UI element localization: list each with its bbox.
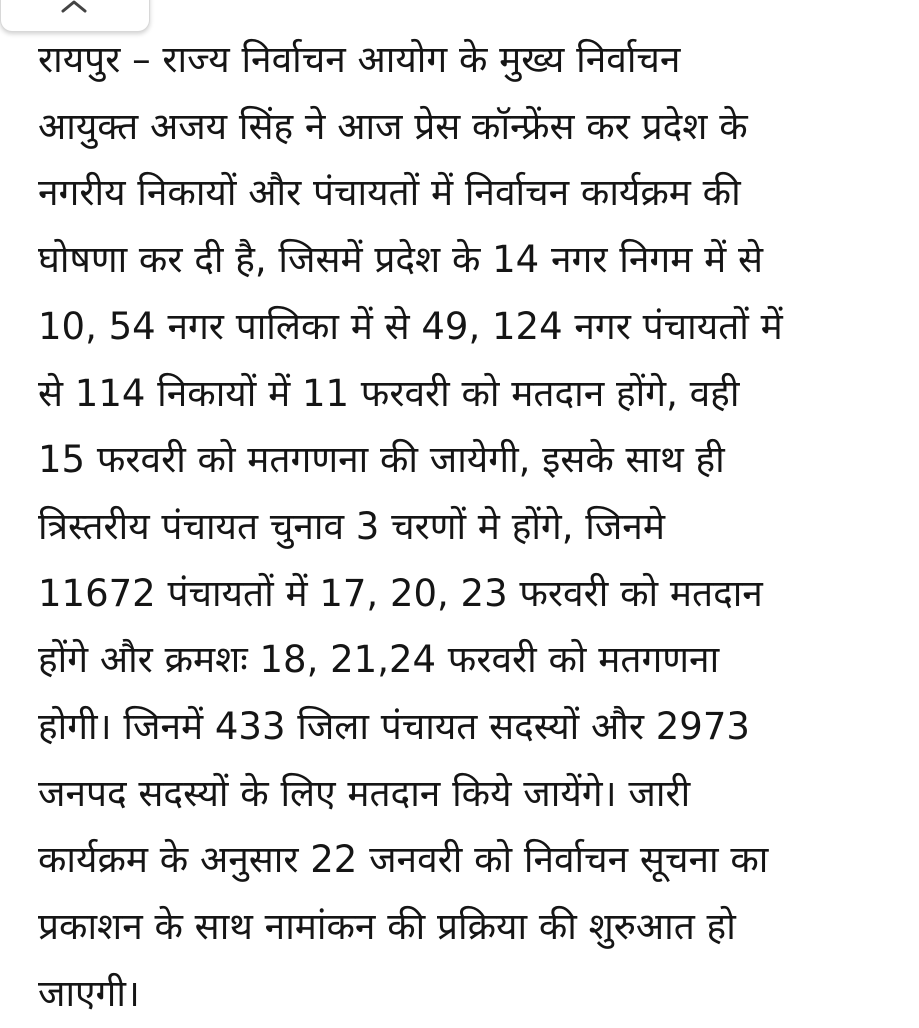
article-line: कार्यक्रम के अनुसार 22 जनवरी को निर्वाचन सूचना का — [38, 838, 769, 882]
chevron-up-icon — [59, 0, 89, 13]
article-body — [38, 27, 900, 1028]
article-line: होगी। जिनमें 433 जिला पंचायत सदस्यों और 2973 — [38, 705, 750, 749]
article-line: त्रिस्तरीय पंचायत चुनाव 3 चरणों मे होंगे, जिनमे — [38, 504, 665, 548]
article-line: जाएगी। — [38, 971, 140, 1015]
article-line: नगरीय निकायों और पंचायतों में निर्वाचन कार्यक्रम की — [38, 171, 741, 215]
article-line: 15 फरवरी को मतगणना की जायेगी, इसके साथ ही — [38, 438, 725, 482]
article-line: रायपुर – राज्य निर्वाचन आयोग के मुख्य निर्वाचन — [38, 38, 681, 81]
article-line: 11672 पंचायतों में 17, 20, 23 फरवरी को मतदान — [38, 571, 763, 615]
article-line: घोषणा कर दी है, जिसमें प्रदेश के 14 नगर निगम में से — [38, 238, 763, 282]
article-line: जनपद सदस्यों के लिए मतदान किये जायेंगे। जारी — [38, 771, 691, 815]
article-line: से 114 निकायों में 11 फरवरी को मतदान होंगे, वही — [38, 371, 740, 415]
article-line: होंगे और क्रमशः 18, 21,24 फरवरी को मतगणना — [38, 638, 720, 682]
article-line: 10, 54 नगर पालिका में से 49, 124 नगर पंचायतों में — [38, 304, 783, 348]
article-line: प्रकाशन के साथ नामांकन की प्रक्रिया की शुरुआत हो — [38, 905, 736, 949]
article-line: आयुक्त अजय सिंह ने आज प्रेस कॉन्फ्रेंस कर प्रदेश के — [38, 104, 748, 148]
